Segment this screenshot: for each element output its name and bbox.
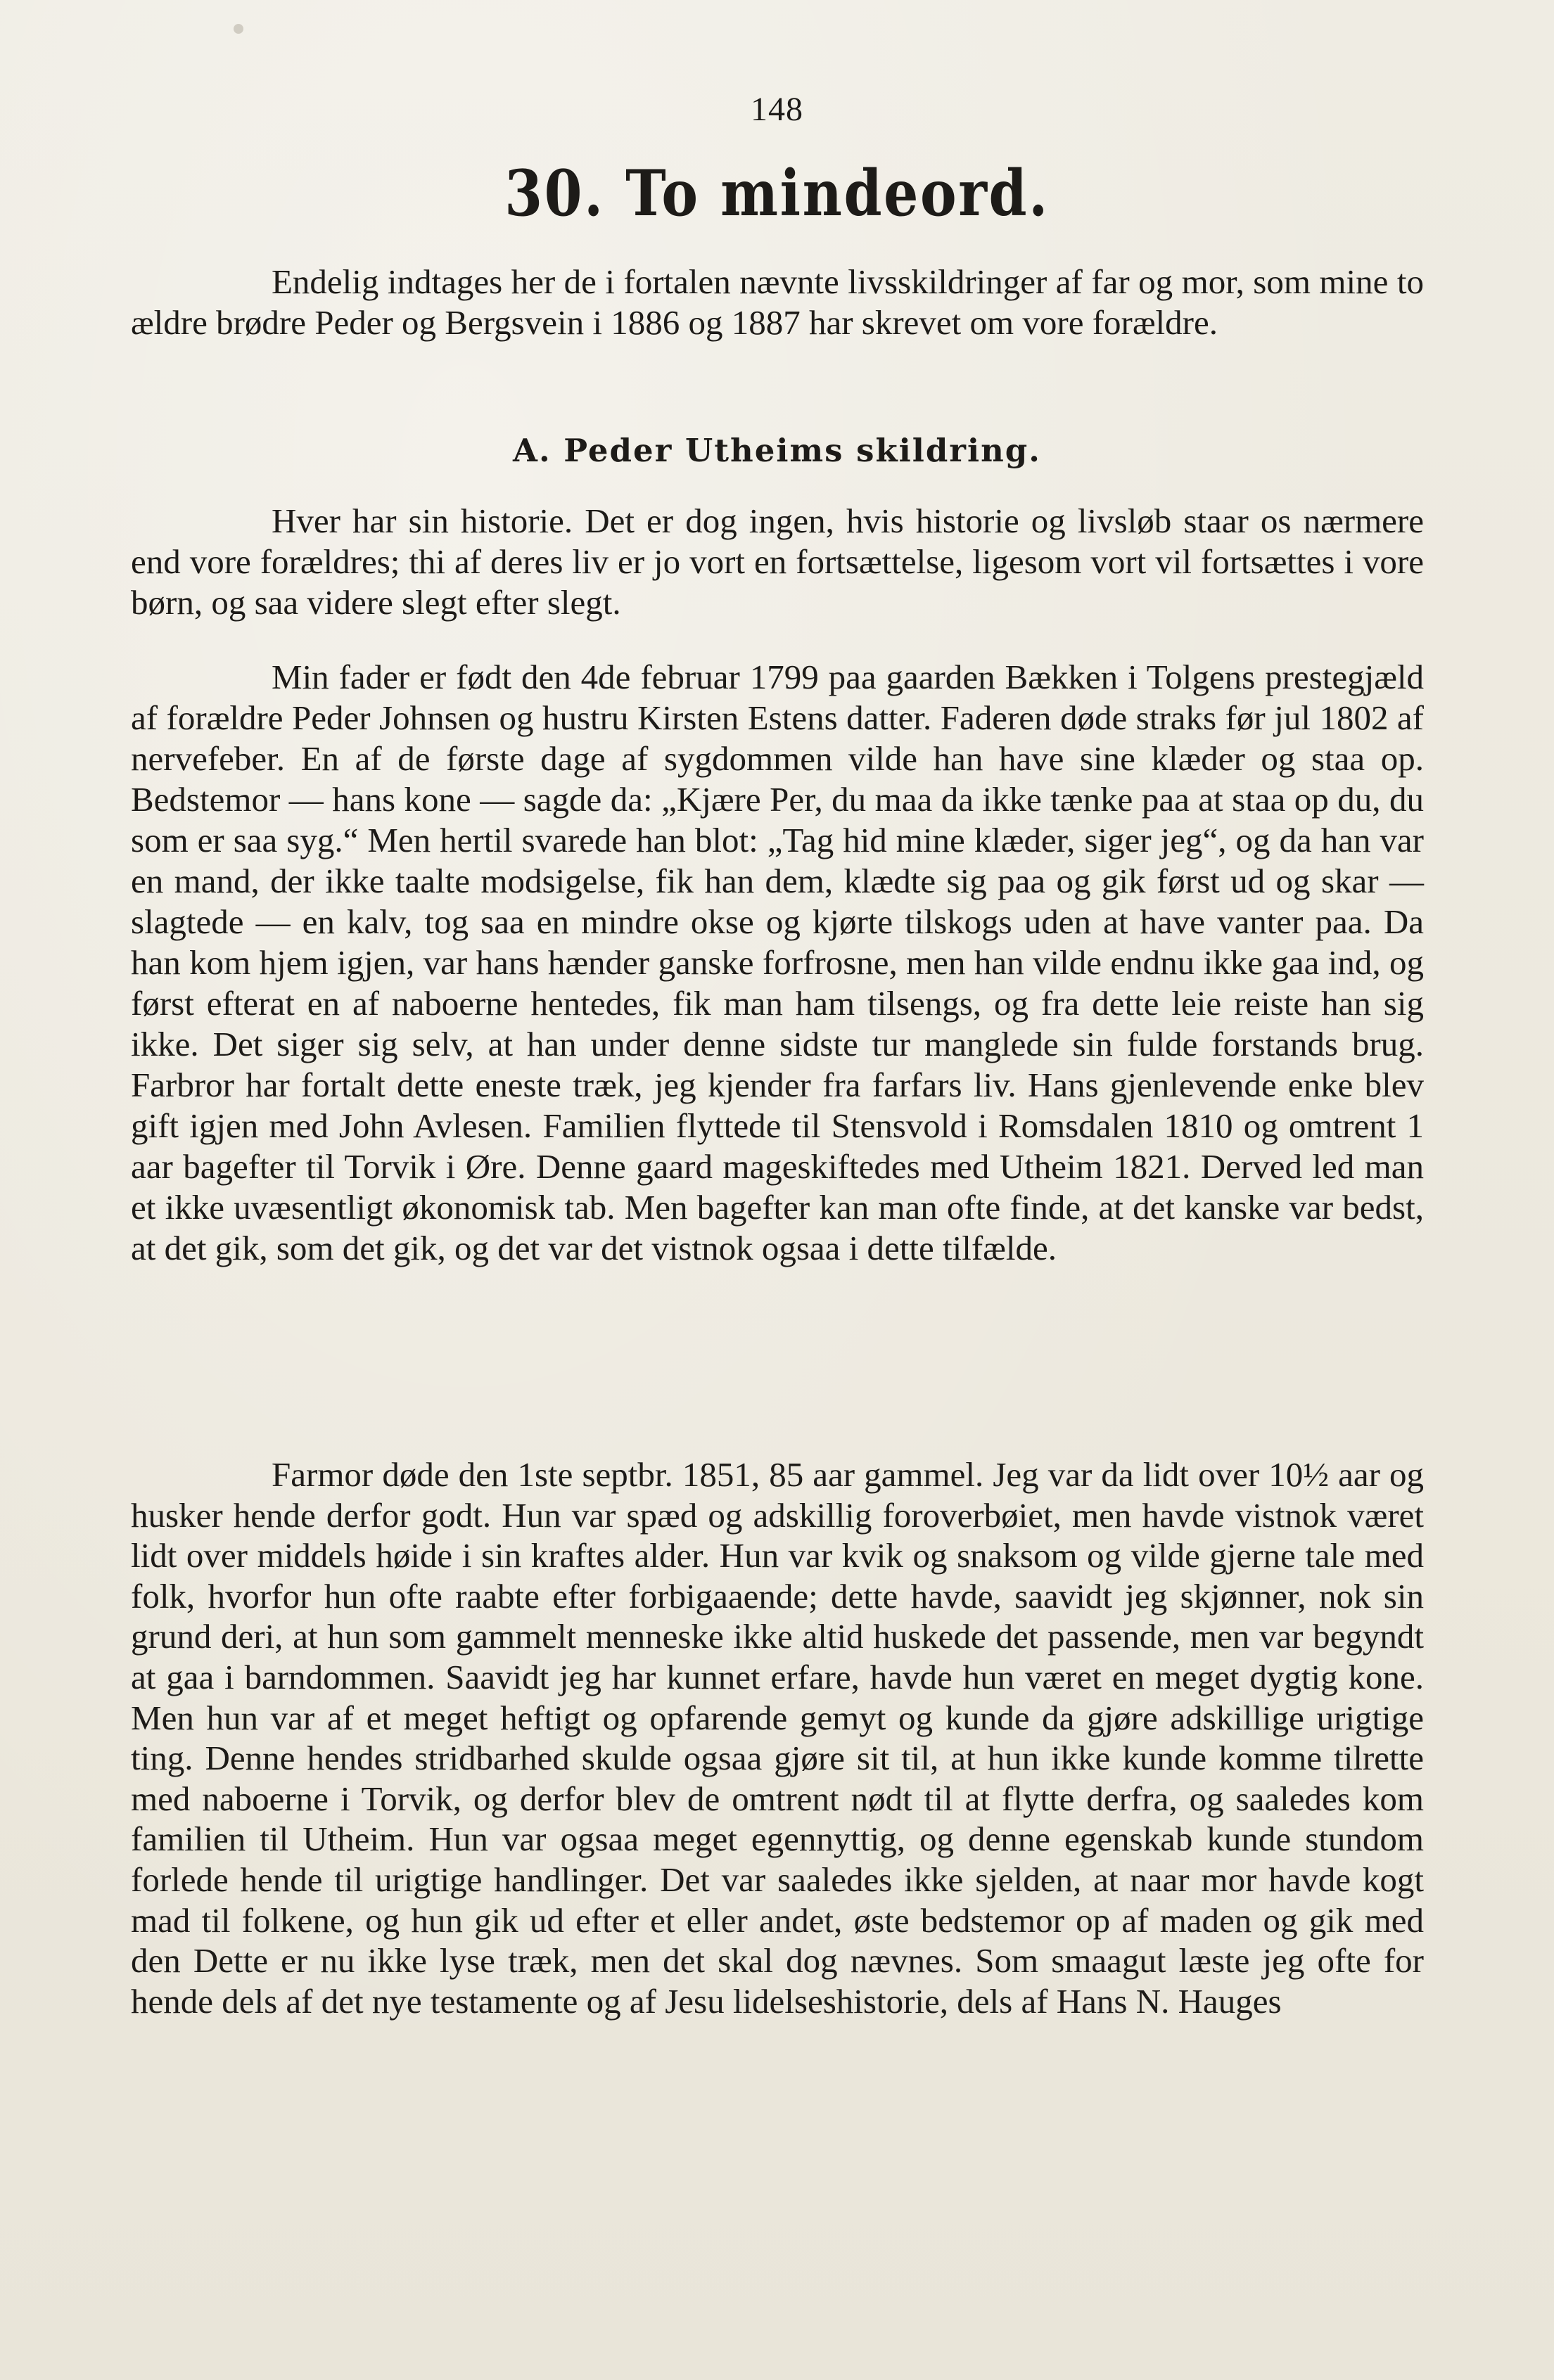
chapter-title: 30. To mindeord. bbox=[504, 156, 1050, 231]
page-number: 148 bbox=[751, 91, 803, 128]
body-paragraph-1: Hver har sin historie. Det er dog ingen, hvis historie og livsløb staar os nærmere end vore forældres; thi af deres liv er jo vort en fortsættelse, ligesom vort vil fortsættes i vore børn, og saa videre slegt efter slegt. bbox=[131, 501, 1424, 622]
body-paragraph-3: Farmor døde den 1ste septbr. 1851, 85 aar gammel. Jeg var da lidt over 10½ aar og husker hende derfor godt. Hun var spæd og adskillig foroverbøiet, men havde vistnok været lidt over middels høide i sin kraftes alder. Hun var kvik og snaksom og vilde gjerne tale med folk, hvorfor hun ofte raabte efter forbigaaende; dette havde, saavidt jeg skjønner, nok sin grund deri, at hun som gammelt menneske ikke altid huskede det passende, men var begyndt at gaa i barndommen. Saavidt jeg har kunnet erfare, havde hun været en meget dygtig kone. Men hun var af et meget heftigt og opfarende gemyt og kunde da gjøre adskillige urigtige ting. Denne hendes stridbarhed skulde ogsaa gjøre sit til, at hun ikke kunde komme tilrette med naboerne i Torvik, og derfor blev de omtrent nødt til at flytte derfra, og saaledes kom familien til Utheim. Hun var ogsaa meget egennyttig, og denne egenskab kunde stundom forlede hende til urigtige handlinger. Det var saaledes ikke sjelden, at naar mor havde kogt mad til folkene, og hun gik ud efter et eller andet, øste bedstemor op af maden og gik med den Dette er nu ikke lyse træk, men det skal dog nævnes. Som smaagut læste jeg ofte for hende dels af det nye testamente og af Jesu lidelseshistorie, dels af Hans N. Hauges bbox=[131, 1455, 1424, 2021]
body-paragraph-2: Min fader er født den 4de februar 1799 paa gaarden Bækken i Tolgens prestegjæld af forældre Peder Johnsen og hustru Kirsten Estens datter. Faderen døde straks før jul 1802 af nervefeber. En af de første dage af sygdommen vilde han have sine klæder og staa op. Bedstemor — hans kone — sagde da: „Kjære Per, du maa da ikke tænke paa at staa op du, du som er saa syg.“ Men hertil svarede han blot: „Tag hid mine klæder, siger jeg“, og da han var en mand, der ikke taalte modsigelse, fik han dem, klædte sig paa og gik først ud og skar — slagtede — en kalv, tog saa en mindre okse og kjørte tilskogs uden at have vanter paa. Da han kom hjem igjen, var hans hænder ganske forfrosne, men han vilde endnu ikke gaa ind, og først efterat en af naboerne hentedes, fik man ham tilsengs, og fra dette leie reiste han sig ikke. Det siger sig selv, at han under denne sidste tur manglede sin fulde forstands brug. Farbror har fortalt dette eneste træk, jeg kjender fra farfars liv. Hans gjenlevende enke blev gift igjen med John Avlesen. Familien flyttede til Stensvold i Romsdalen 1810 og omtrent 1 aar bagefter til Torvik i Øre. Denne gaard mageskiftedes med Utheim 1821. Derved led man et ikke uvæsentligt økonomisk tab. Men bagefter kan man ofte finde, at det kanske var bedst, at det gik, som det gik, og det var det vistnok ogsaa i dette tilfælde. bbox=[131, 658, 1424, 1267]
paper-speck bbox=[234, 24, 243, 34]
intro-paragraph: Endelig indtages her de i fortalen nævnte livsskildringer af far og mor, som mine to ældre brødre Peder og Bergsvein i 1886 og 1887 har skrevet om vore forældre. bbox=[131, 262, 1424, 342]
section-heading: A. Peder Utheims skildring. bbox=[513, 432, 1041, 469]
